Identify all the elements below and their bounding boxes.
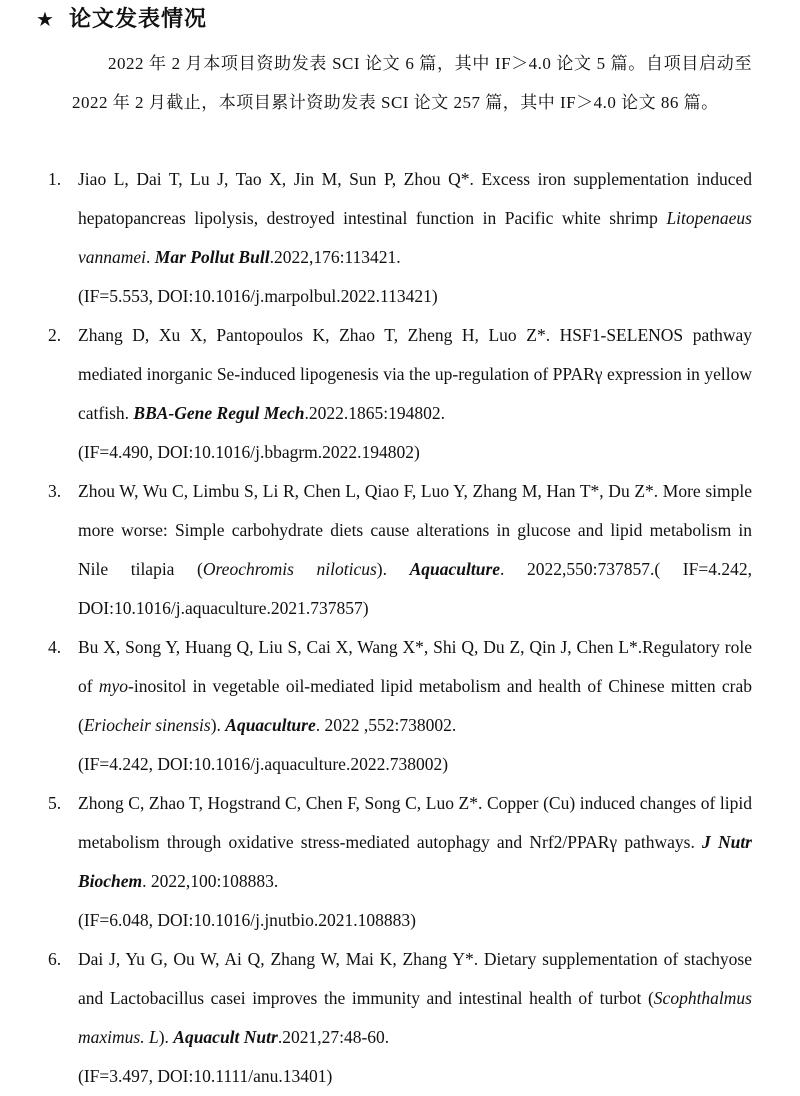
reference-list: [36, 160, 752, 1096]
citation: .2022,176:113421.: [269, 247, 401, 267]
journal-name: J Nutr Biochem: [78, 832, 752, 891]
impact-doi: (IF=3.497, DOI:10.1111/anu.13401): [78, 1066, 333, 1086]
reference-body: Bu X, Song Y, Huang Q, Liu S, Cai X, Wang X*, Shi Q, Du Z, Qin J, Chen L*.Regulatory role of myo-inositol in vegetable oil-mediated lipid metabolism and health of Chinese mitten crab (Eriocheir sinensis). Aquaculture. 2022 ,552:738002. (IF=4.242, DOI:10.1016/j.aquaculture.2022.738002): [78, 628, 752, 784]
journal-name: Aquacult Nutr: [173, 1027, 278, 1047]
reference-authors: Bu X, Song Y, Huang Q, Liu S, Cai X, Wang X*, Shi Q, Du Z, Qin J, Chen L*.: [78, 637, 643, 657]
reference-body: Dai J, Yu G, Ou W, Ai Q, Zhang W, Mai K, Zhang Y*. Dietary supplementation of stachyose and Lactobacillus casei improves the immunity and intestinal health of turbot (Scophthalmus maximus. L). Aquacult Nutr.2021,27:48-60. (IF=3.497, DOI:10.1111/anu.13401): [78, 940, 752, 1096]
section-title: 论文发表情况: [68, 7, 207, 32]
citation: . 2022,100:108883.: [142, 871, 279, 891]
reference-body: [78, 316, 752, 472]
reference-number: 5.: [48, 793, 62, 813]
citation: .2021,27:48-60.: [277, 1027, 390, 1047]
journal-name: Aquaculture: [409, 559, 501, 579]
impact-doi: (IF=5.553, DOI:10.1016/j.marpolbul.2022.113421): [78, 286, 438, 306]
reference-authors: Jiao L, Dai T, Lu J, Tao X, Jin M, Sun P, Zhou Q*.: [78, 169, 474, 189]
reference-item: [36, 628, 752, 784]
reference-title: Dietary supplementation of stachyose and Lactobacillus casei improves the immunity and intestinal health of turbot (: [78, 949, 752, 1008]
species-name: myo: [98, 676, 129, 696]
impact-doi: (IF=4.242, DOI:10.1016/j.aquaculture.2022.738002): [78, 754, 449, 774]
reference-body: Zhou W, Wu C, Limbu S, Li R, Chen L, Qiao F, Luo Y, Zhang M, Han T*, Du Z*. More simple more worse: Simple carbohydrate diets cause alterations in glucose and lipid metabolism in Nile tilapia (Oreochromis niloticus). Aquaculture. 2022,550:737857.( IF=4.242, DOI:10.1016/j.aquaculture.2021.737857): [78, 481, 752, 618]
reference-number: 4.: [48, 637, 62, 657]
species-name: Eriocheir sinensis: [83, 715, 211, 735]
reference-body: Jiao L, Dai T, Lu J, Tao X, Jin M, Sun P, Zhou Q*. Excess iron supplementation induced hepatopancreas lipolysis, destroyed intestinal function in Pacific white shrimp Litopenaeus vannamei. Mar Pollut Bull.2022,176:113421. (IF=5.553, DOI:10.1016/j.marpolbul.2022.113421): [78, 160, 752, 316]
reference-number: 2.: [48, 325, 62, 345]
journal-name: Mar Pollut Bull: [154, 247, 270, 267]
reference-item: [36, 472, 752, 628]
impact-doi: (IF=4.490, DOI:10.1016/j.bbagrm.2022.194802): [78, 442, 420, 462]
reference-title: More simple more worse: Simple carbohydrate diets cause alterations in glucose and lipid metabolism in Nile tilapia (: [78, 481, 752, 579]
reference-number: 6.: [48, 949, 62, 969]
reference-authors: Zhong C, Zhao T, Hogstrand C, Chen F, Song C, Luo Z*.: [78, 793, 483, 813]
summary-paragraph: 2022 年 2 月本项目资助发表 SCI 论文 6 篇，其中 IF＞4.0 论文 5 篇。自项目启动至 2022 年 2 月截止，本项目累计资助发表 SCI 论文 257 篇，其中 IF＞4.0 论文 86 篇。: [72, 54, 752, 112]
citation: . 2022,550:737857.( IF=4.242, DOI:10.1016/j.aquaculture.2021.737857): [78, 559, 752, 618]
star-icon: ★: [36, 7, 55, 31]
reference-authors: Zhou W, Wu C, Limbu S, Li R, Chen L, Qiao F, Luo Y, Zhang M, Han T*, Du Z*.: [78, 481, 659, 501]
reference-title: HSF1-SELENOS pathway mediated inorganic Se-induced lipogenesis via the up-regulation of PPARγ expression in yellow catfish.: [78, 325, 752, 423]
journal-name: Aquaculture: [225, 715, 316, 735]
impact-doi: (IF=6.048, DOI:10.1016/j.jnutbio.2021.108883): [78, 910, 416, 930]
reference-item: [36, 160, 752, 316]
reference-authors: Zhang D, Xu X, Pantopoulos K, Zhao T, Zheng H, Luo Z*.: [78, 325, 551, 345]
citation: .2022.1865:194802.: [304, 403, 446, 423]
reference-item: [36, 940, 752, 1096]
journal-name: BBA-Gene Regul Mech: [133, 403, 305, 423]
reference-title: Excess iron supplementation induced hepatopancreas lipolysis, destroyed intestinal function in Pacific white shrimp: [78, 169, 752, 228]
reference-title: Copper (Cu) induced changes of lipid metabolism through oxidative stress-mediated autophagy and Nrf2/PPARγ pathways.: [78, 793, 752, 852]
section-heading: [36, 4, 207, 35]
species-name: Scophthalmus maximus. L: [78, 988, 752, 1047]
reference-title: Regulatory role of: [78, 637, 753, 696]
reference-number: 3.: [48, 481, 62, 501]
reference-body: [78, 784, 752, 940]
reference-number: 1.: [48, 169, 62, 189]
citation: . 2022 ,552:738002.: [315, 715, 457, 735]
reference-authors: Dai J, Yu G, Ou W, Ai Q, Zhang W, Mai K, Zhang Y*.: [78, 949, 479, 969]
reference-item: [36, 784, 752, 940]
species-name: Litopenaeus vannamei: [78, 208, 752, 267]
species-name: Oreochromis niloticus: [202, 559, 377, 579]
reference-item: [36, 316, 752, 472]
